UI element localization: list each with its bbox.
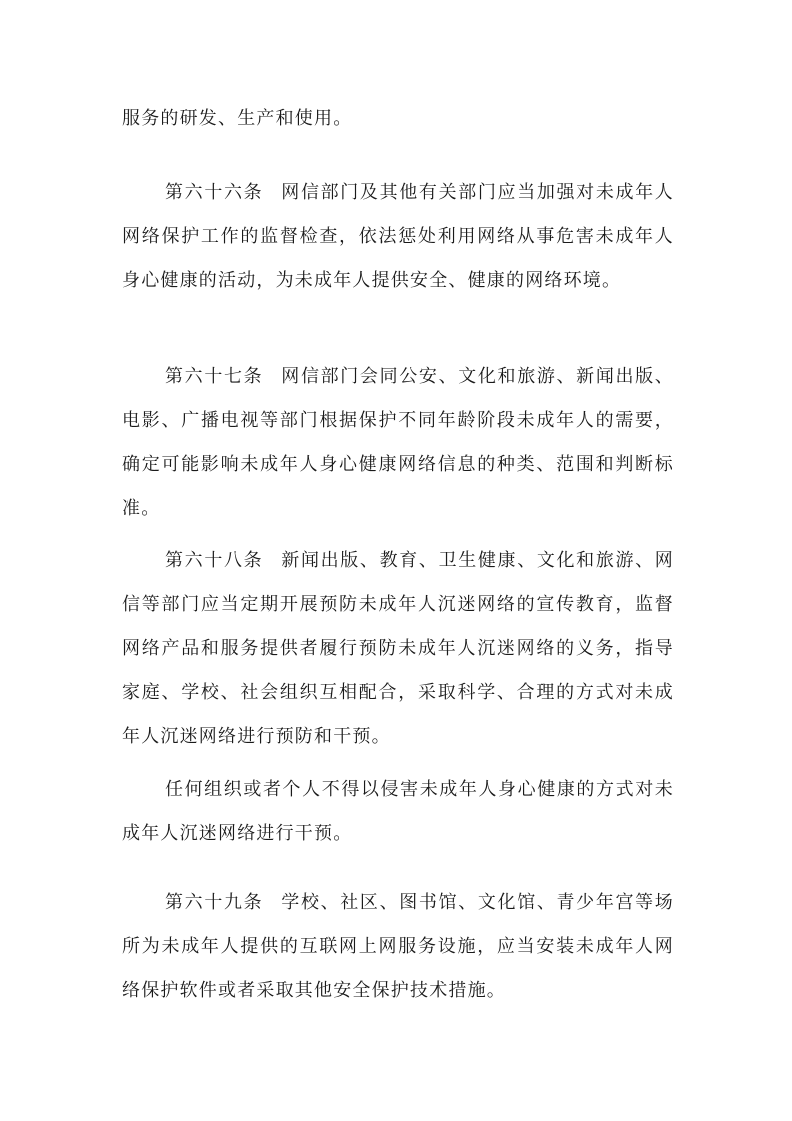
article-heading: 第六十七条 (165, 366, 264, 387)
article-66 (122, 171, 674, 303)
paragraph-continuation (122, 97, 674, 141)
paragraph-text: 网信部门会同公安、文化和旅游、新闻出版、电影、广播电视等部门根据保护不同年龄阶段未成年人的需要，确定可能影响未成年人身心健康网络信息的种类、范围和判断标准。 (122, 366, 675, 519)
paragraph-text: 学校、社区、图书馆、文化馆、青少年宫等场所为未成年人提供的互联网上网服务设施，应当安装未成年人网络保护软件或者采取其他安全保护技术措施。 (122, 892, 675, 1001)
article-68-paragraph-2 (122, 768, 674, 856)
paragraph-text: 新闻出版、教育、卫生健康、文化和旅游、网信等部门应当定期开展预防未成年人沉迷网络的宣传教育，监督网络产品和服务提供者履行预防未成年人沉迷网络的义务，指导家庭、学校、社会组织互相配合，采取科学、合理的方式对未成年人沉迷网络进行预防和干预。 (122, 550, 675, 747)
article-heading: 第六十六条 (165, 182, 264, 203)
article-heading: 第六十八条 (165, 550, 264, 571)
paragraph-text: 网信部门及其他有关部门应当加强对未成年人网络保护工作的监督检查，依法惩处利用网络从事危害未成年人身心健康的活动，为未成年人提供安全、健康的网络环境。 (122, 182, 675, 291)
paragraph-text: 任何组织或者个人不得以侵害未成年人身心健康的方式对未成年人沉迷网络进行干预。 (122, 779, 674, 844)
article-68 (122, 539, 674, 759)
paragraph-text: 服务的研发、生产和使用。 (122, 108, 353, 129)
article-69 (122, 881, 674, 1013)
article-67 (122, 355, 674, 531)
article-heading: 第六十九条 (165, 892, 264, 913)
